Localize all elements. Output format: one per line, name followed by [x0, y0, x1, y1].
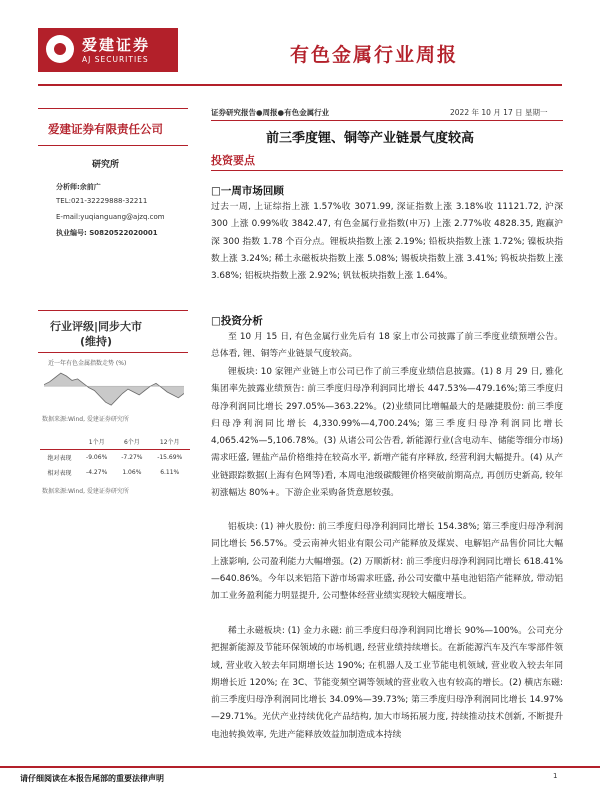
- table-cell: 1.06%: [122, 469, 142, 476]
- analyst-email[interactable]: E-mail:yuqianguang@ajzq.com: [56, 213, 165, 221]
- table-cell: -4.27%: [86, 469, 108, 476]
- lithium-paragraph: 锂板块: 10 家锂产业链上市公司已作了前三季度业绩信息披露。(1) 8 月 29 日, 雅化集团率先披露业绩预告: 前三季度归母净利润同比增长 447.53%—479.16%;第三季度归母净利润同比增长 297.05%—363.22%。(2)业绩同比增幅最大的是融捷股份: 前三季度归母净利润同比增长 4,330.99%—4,700.24%; 第三季度归母净利润同比增长 4,065.42%—5,106.78%。(3) 从诸公司公告看, 新能源行业(含电动车、储能等细分市场)需求旺盛, 锂盐产品价格维持在较高水平, 新增产能有序释放, 经营利润大幅提升。(4) 从产业链跟踪数据(上海有色网等)看, 本周电池级碳酸锂价格突破前期高点, 再创历史新高, 较年初涨幅达 80%+。下游企业采购备货意愿较强。: [211, 367, 563, 499]
- logo-emblem-icon: [46, 35, 74, 63]
- page-number: 1: [553, 772, 558, 780]
- table-header-cell: 6个月: [114, 434, 149, 450]
- rating-status: (维持): [80, 335, 113, 348]
- table-row: [40, 465, 190, 480]
- key-points-heading: 投资要点: [211, 154, 255, 167]
- logo-chinese-name: 爱建证券: [82, 36, 151, 54]
- footer-rule: [0, 766, 600, 768]
- chart-title: 近一年有色金属指数走势 (%): [48, 360, 127, 367]
- sidebar-company-name: 爱建证券有限责任公司: [48, 122, 163, 136]
- market-review-paragraph: 过去一周, 上证综指上涨 1.57%收 3071.99, 深证指数上涨 3.18%收 11121.72, 沪深 300 上涨 0.99%收 3842.47, 有色金属行业指数(申万) 上涨 2.77%收 4828.35, 跑赢沪深 300 指数 1.78 个百分点。锂板块指数上涨 2.19%; 铅板块指数上涨 1.72%; 镍板块指数上涨 3.24%; 稀土永磁板块指数上涨 5.08%; 锡板块指数上涨 3.41%; 钨板块指数上涨 3.68%; 铝板块指数上涨 2.92%; 钒钛板块指数上涨 1.64%。: [211, 202, 563, 282]
- section-investment-analysis-title: □投资分析: [211, 315, 263, 327]
- table-header-row: [40, 434, 190, 450]
- table-cell: -15.69%: [157, 454, 183, 461]
- legal-disclaimer-link[interactable]: 请仔细阅读在本报告尾部的重要法律声明: [20, 774, 164, 783]
- analyst-license: 执业编号: S0820522020001: [56, 229, 158, 237]
- research-dept: 研究所: [92, 160, 120, 170]
- performance-table: [40, 434, 190, 480]
- table-header-cell: 1个月: [79, 434, 114, 450]
- sidebar-rule: [38, 145, 188, 146]
- table-header-cell: [40, 434, 79, 450]
- industry-rating: 行业评级|同步大市: [50, 320, 143, 333]
- table-cell: -9.06%: [86, 454, 108, 461]
- report-title: 有色金属行业周报: [290, 44, 459, 66]
- analyst-name: 分析师:余前广: [56, 183, 101, 191]
- aluminum-paragraph: 铝板块: (1) 神火股份: 前三季度归母净利润同比增长 154.38%; 第三季度归母净利润同比增长 56.57%。受云南神火铝业有限公司产能释放及煤炭、电解铝产品售价同比大幅上涨影响, 公司盈利能力大幅增强。(2) 万顺新材: 前三季度归母净利润同比增长 618.41%—640.86%。今年以来铝箔下游市场需求旺盛, 孙公司安徽中基电池铝箔产能释放, 带动铝加工业务盈利能力明显提升, 公司整体经营业绩实现较大幅度增长。: [211, 522, 563, 602]
- rating-top-rule: [38, 310, 188, 311]
- title-rule: [211, 120, 563, 121]
- key-points-rule: [211, 170, 563, 171]
- rare-earth-paragraph: 稀土永磁板块: (1) 金力永磁: 前三季度归母净利润同比增长 90%—100%。公司充分把握新能源及节能环保领域的市场机遇, 经营业绩持续增长。在新能源汽车及汽车零部件领域, 营业收入较去年同期增长达 190%; 在机器人及工业节能电机领域, 营业收入较去年同期增长近 120%; 在 3C、节能变频空调等领域的营业收入也有较高的增长。(2) 横店东磁: 前三季度归母净利润同比增长 34.09%—39.73%; 第三季度归母净利润同比增长 14.97%—29.71%。光伏产业持续优化产品结构, 加大市场拓展力度, 持续推动技术创新, 不断提升电池转换效率, 先进产能释放效益加制造成本持续: [211, 626, 563, 740]
- logo-english-name: AJ SECURITIES: [82, 55, 149, 64]
- table-row: [40, 450, 190, 466]
- table-cell: 绝对表现: [47, 455, 72, 462]
- breadcrumb: 证券研究报告●周报●有色金属行业: [211, 108, 330, 117]
- table-header-cell: 12个月: [149, 434, 190, 450]
- page-title: 前三季度锂、铜等产业链景气度较高: [266, 131, 475, 146]
- section-market-review-title: □一周市场回顾: [211, 185, 284, 197]
- index-trend-chart: [44, 368, 184, 408]
- header-divider: [38, 84, 562, 86]
- chart-source: 数据来源:Wind, 爱建证券研究所: [42, 416, 129, 423]
- sidebar-top-rule: [38, 108, 188, 109]
- table-cell: 6.11%: [160, 469, 180, 476]
- table-cell: 相对表现: [47, 470, 72, 477]
- report-date: 2022 年 10 月 17 日 星期一: [450, 108, 548, 117]
- table-cell: -7.27%: [121, 454, 143, 461]
- table-source: 数据来源:Wind, 爱建证券研究所: [42, 488, 129, 495]
- rating-bottom-rule: [38, 352, 188, 353]
- analysis-paragraph: 至 10 月 15 日, 有色金属行业先后有 18 家上市公司披露了前三季度业绩预增公告。总体看, 锂、铜等产业链景气度较高。: [211, 332, 563, 360]
- analyst-tel: TEL:021-32229888-32211: [56, 197, 148, 205]
- company-logo: [38, 28, 178, 72]
